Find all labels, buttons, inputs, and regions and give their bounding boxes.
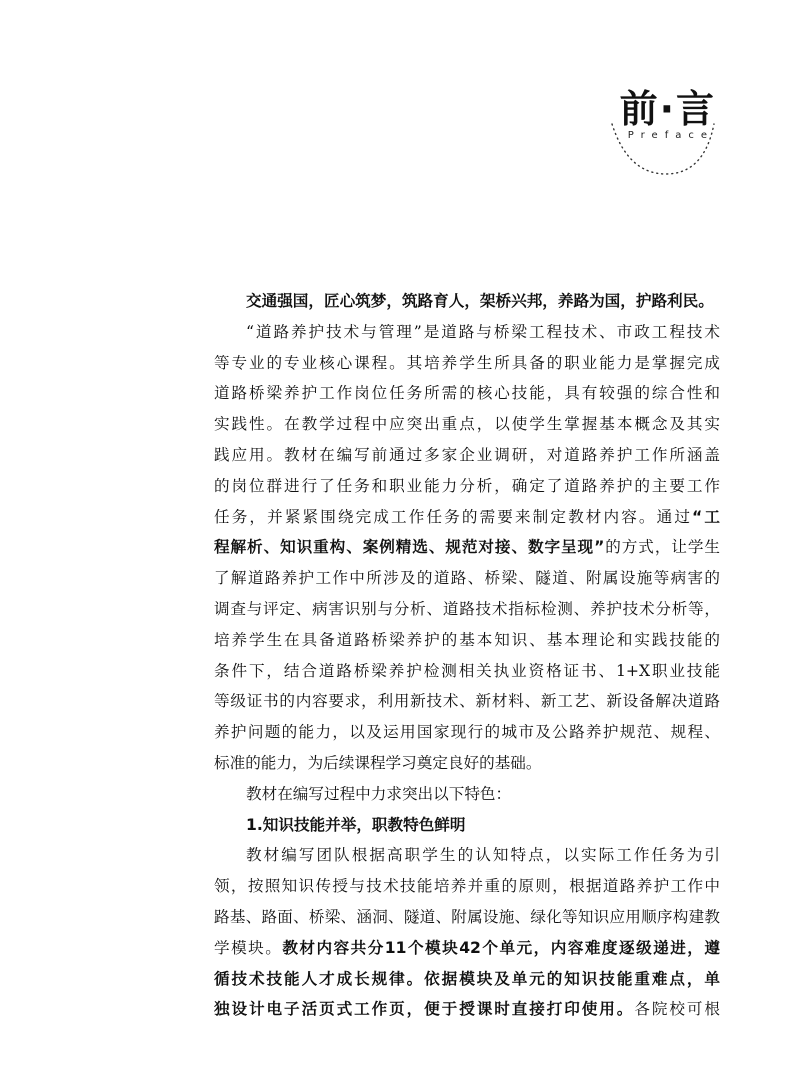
body-line: 培养学生在具备道路桥梁养护的基本知识、基本理论和实践技能的 [214,630,720,649]
body-line: 1.知识技能并举，职教特色鲜明 [246,815,466,834]
body-line: 教材在编写过程中力求突出以下特色： [246,784,512,803]
body-line: 学模块。教材内容共分11个模块42个单元，内容难度逐级递进，遵 [214,938,720,957]
body-line: 交通强国，匠心筑梦，筑路育人，架桥兴邦，养路为国，护路利民。 [246,292,714,310]
page-title: 前·言 [619,87,716,131]
body-line: 教材编写团队根据高职学生的认知特点，以实际工作任务为引 [246,846,720,865]
decorative-dotted-arc [608,118,720,180]
body-line: 的岗位群进行了任务和职业能力分析，确定了道路养护的主要工作 [214,476,720,495]
body-line: “道路养护技术与管理”是道路与桥梁工程技术、市政工程技术 [246,322,720,341]
body-line: 实践性。在教学过程中应突出重点，以使学生掌握基本概念及其实 [214,415,720,434]
preface-body [214,286,720,1025]
body-line: 等级证书的内容要求，利用新技术、新材料、新工艺、新设备解决道路 [214,692,720,711]
body-line: 独设计电子活页式工作页，便于授课时直接打印使用。各院校可根 [214,1000,720,1019]
body-line: 路基、路面、桥梁、涵洞、隧道、附属设施、绿化等知识应用顺序构建教 [214,907,720,926]
body-line: 条件下，结合道路桥梁养护检测相关执业资格证书、1+X职业技能 [214,661,720,680]
body-line: 道路桥梁养护工作岗位任务所需的核心技能，具有较强的综合性和 [214,384,720,403]
body-line: 了解道路养护工作中所涉及的道路、桥梁、隧道、附属设施等病害的 [214,569,720,588]
body-line: 养护问题的能力，以及运用国家现行的城市及公路养护规范、规程、 [214,723,720,742]
page-subtitle: Preface [627,130,714,141]
body-line: 等专业的专业核心课程。其培养学生所具备的职业能力是掌握完成 [214,353,720,372]
body-line: 程解析、知识重构、案例精选、规范对接、数字呈现”的方式，让学生 [214,538,720,557]
body-line: 任务，并紧紧围绕完成工作任务的需要来制定教材内容。通过“工 [214,507,720,526]
body-line: 调查与评定、病害识别与分析、道路技术指标检测、养护技术分析等， [214,599,720,618]
body-line: 循技术技能人才成长规律。依据模块及单元的知识技能重难点，单 [214,969,720,988]
body-line: 领，按照知识传授与技术技能培养并重的原则，根据道路养护工作中 [214,877,720,896]
body-line: 标准的能力，为后续课程学习奠定良好的基础。 [214,753,542,772]
body-line: 践应用。教材在编写前通过多家企业调研，对道路养护工作所涵盖 [214,445,720,464]
